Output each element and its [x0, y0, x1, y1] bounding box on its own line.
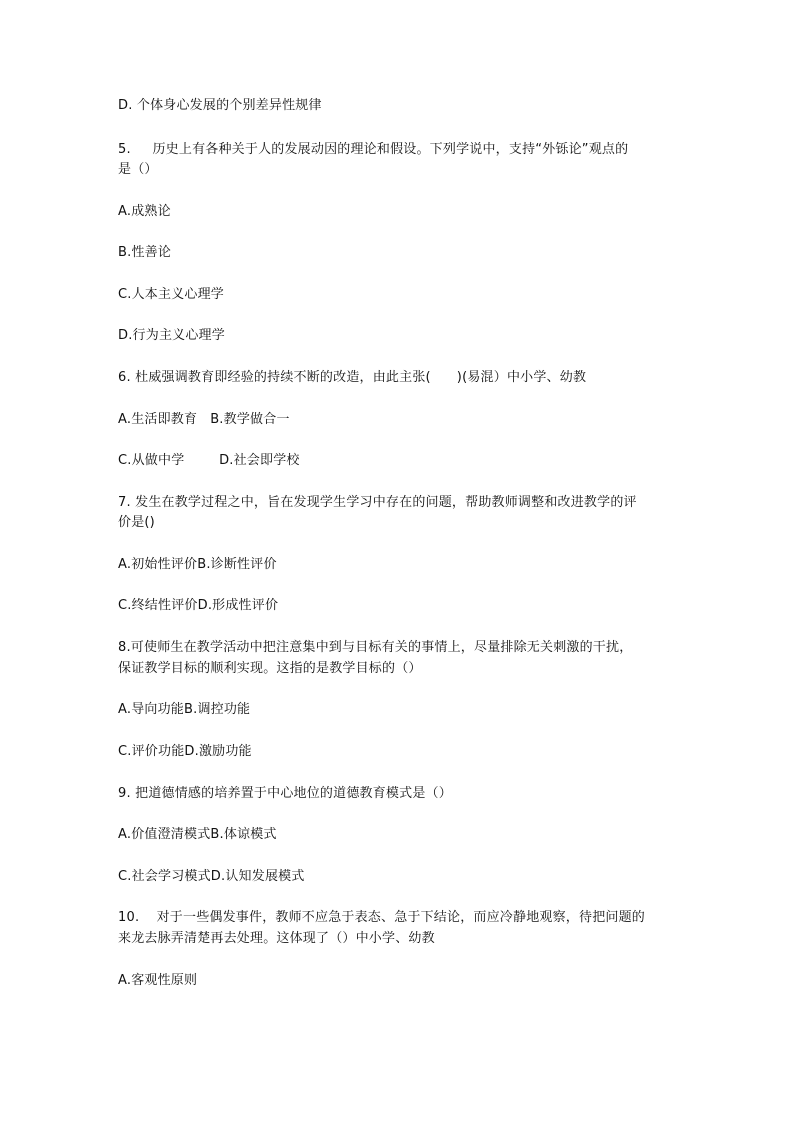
question-9-options-ab: A.价值澄清模式B.体谅模式 — [118, 827, 277, 842]
question-7-text-cont: 价是() — [118, 515, 155, 530]
question-10-text: 10. 对于一些偶发事件，教师不应急于表态、急于下结论，而应冷静地观察，待把问题的 — [118, 910, 646, 925]
question-5-option-d: D.行为主义心理学 — [118, 328, 225, 343]
question-7-text: 7. 发生在教学过程之中，旨在发现学生学习中存在的问题，帮助教师调整和改进教学的评 — [118, 495, 637, 510]
question-7-options-ab: A.初始性评价B.诊断性评价 — [118, 557, 277, 572]
question-10-text-cont: 来龙去脉弄清楚再去处理。这体现了（）中小学、幼教 — [118, 931, 435, 946]
question-9-options-cd: C.社会学习模式D.认知发展模式 — [118, 869, 305, 884]
question-9-text: 9. 把道德情感的培养置于中心地位的道德教育模式是（） — [118, 786, 452, 801]
question-5-option-a: A.成熟论 — [118, 204, 171, 219]
question-7-options-cd: C.终结性评价D.形成性评价 — [118, 598, 279, 613]
question-8-text-cont: 保证教学目标的顺利实现。这指的是教学目标的（） — [118, 661, 422, 676]
question-5-text-cont: 是（） — [118, 162, 158, 177]
question-8-text: 8.可使师生在教学活动中把注意集中到与目标有关的事情上，尽量排除无关刺激的干扰， — [118, 640, 633, 655]
question-5-option-b: B.性善论 — [118, 245, 172, 260]
question-6-options-cd: C.从做中学 D.社会即学校 — [118, 453, 300, 468]
question-6-text: 6. 杜威强调教育即经验的持续不断的改造，由此主张( )(易混）中小学、幼教 — [118, 370, 587, 385]
question-10-option-a: A.客观性原则 — [118, 973, 198, 988]
question-5-text: 5. 历史上有各种关于人的发展动因的理论和假设。下列学说中，支持“外铄论”观点的 — [118, 142, 629, 157]
option-d-q4: D. 个体身心发展的个别差异性规律 — [118, 98, 322, 113]
question-5-option-c: C.人本主义心理学 — [118, 287, 225, 302]
question-6-options-ab: A.生活即教育 B.教学做合一 — [118, 412, 290, 427]
question-8-options-cd: C.评价功能D.激励功能 — [118, 744, 252, 759]
question-8-options-ab: A.导向功能B.调控功能 — [118, 702, 251, 717]
